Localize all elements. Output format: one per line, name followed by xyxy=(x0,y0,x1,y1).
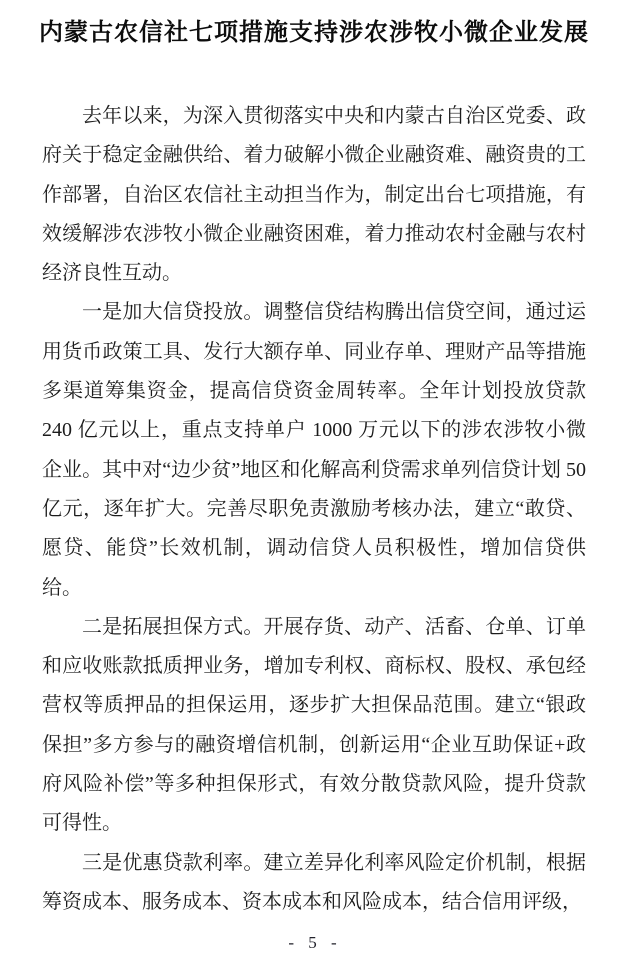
document-body xyxy=(42,97,586,922)
document-title: 内蒙古农信社七项措施支持涉农涉牧小微企业发展 xyxy=(39,20,589,46)
paragraph-measure-two-guarantee-methods: 二是拓展担保方式。开展存货、动产、活畜、仓单、订单和应收账款抵质押业务，增加专利权、商标权、股权、承包经营权等质押品的担保运用，逐步扩大担保品范围。建立“银政保担”多方参与的融资增信机制，创新运用“企业互助保证+政府风险补偿”等多种担保形式，有效分散贷款风险，提升贷款可得性。 xyxy=(42,615,586,835)
paragraph-measure-one-credit-supply: 一是加大信贷投放。调整信贷结构腾出信贷空间，通过运用货币政策工具、发行大额存单、同业存单、理财产品等措施多渠道筹集资金，提高信贷资金周转率。全年计划投放贷款 240 亿元以上，重点支持单户 1000 万元以下的涉农涉牧小微企业。其中对“边少贫”地区和化解高利贷需求单列信贷计划 50 亿元，逐年扩大。完善尽职免责激励考核办法，建立“敢贷、愿贷、能贷”长效机制，调动信贷人员积极性，增加信贷供给。 xyxy=(42,301,586,599)
page-number: - 5 - xyxy=(288,933,340,952)
paragraph-intro: 去年以来，为深入贯彻落实中央和内蒙古自治区党委、政府关于稳定金融供给、着力破解小微企业融资难、融资贵的工作部署，自治区农信社主动担当作为，制定出台七项措施，有效缓解涉农涉牧小微企业融资困难，着力推动农村金融与农村经济良性互动。 xyxy=(42,105,586,285)
paragraph-measure-three-loan-rates: 三是优惠贷款利率。建立差异化利率风险定价机制，根据筹资成本、服务成本、资本成本和风险成本，结合信用评级， xyxy=(42,851,586,913)
